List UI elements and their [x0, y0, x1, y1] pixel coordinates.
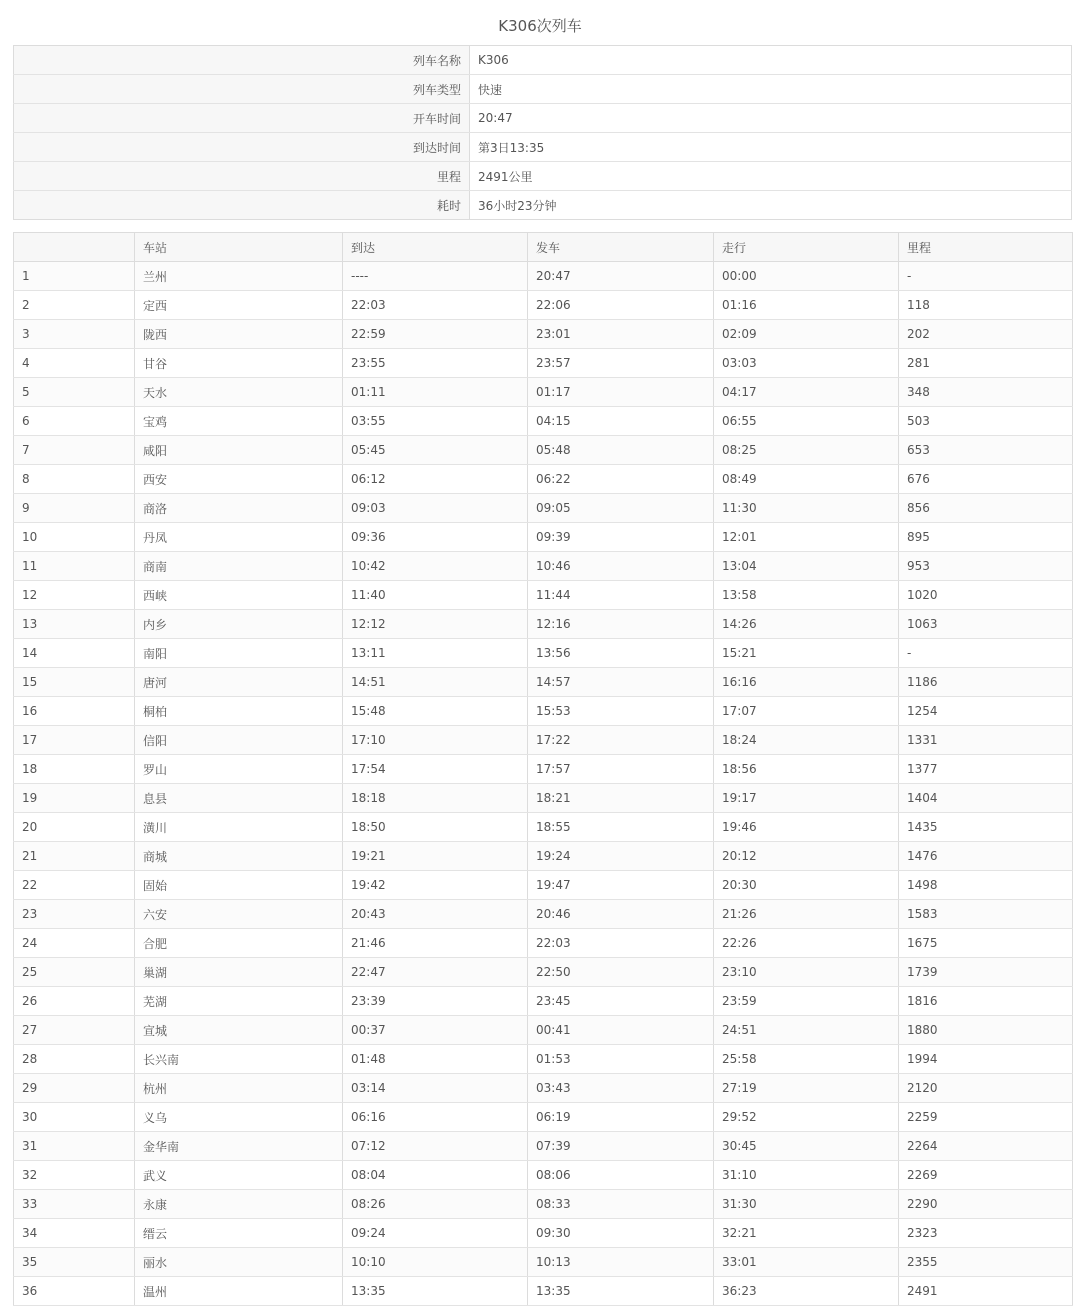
stop-index: 35: [14, 1248, 135, 1277]
stop-elapsed: 23:59: [714, 987, 899, 1016]
table-row: [14, 1103, 1073, 1132]
stops-table: [13, 232, 1073, 1306]
stop-station: 商城: [135, 842, 343, 871]
table-row: [14, 610, 1073, 639]
table-row: [14, 262, 1073, 291]
info-label: 列车类型: [14, 75, 470, 104]
stop-depart: 19:47: [528, 871, 714, 900]
table-row: [14, 958, 1073, 987]
stop-index: 29: [14, 1074, 135, 1103]
stop-index: 28: [14, 1045, 135, 1074]
stop-distance: 2264: [899, 1132, 1073, 1161]
stop-index: 22: [14, 871, 135, 900]
stop-elapsed: 11:30: [714, 494, 899, 523]
stop-index: 34: [14, 1219, 135, 1248]
stop-depart: 22:50: [528, 958, 714, 987]
stop-depart: 08:33: [528, 1190, 714, 1219]
info-value: 2491公里: [470, 162, 1072, 191]
stop-index: 26: [14, 987, 135, 1016]
info-label: 耗时: [14, 191, 470, 220]
stop-depart: 04:15: [528, 407, 714, 436]
stop-arrive: 08:04: [343, 1161, 528, 1190]
stop-elapsed: 22:26: [714, 929, 899, 958]
stop-arrive: 07:12: [343, 1132, 528, 1161]
stop-depart: 09:05: [528, 494, 714, 523]
stop-depart: 20:47: [528, 262, 714, 291]
stop-depart: 12:16: [528, 610, 714, 639]
stop-station: 永康: [135, 1190, 343, 1219]
stop-elapsed: 27:19: [714, 1074, 899, 1103]
stop-index: 4: [14, 349, 135, 378]
stop-station: 兰州: [135, 262, 343, 291]
info-label: 里程: [14, 162, 470, 191]
stop-depart: 03:43: [528, 1074, 714, 1103]
stop-arrive: 19:21: [343, 842, 528, 871]
table-row: [14, 1016, 1073, 1045]
col-distance-header: 里程: [899, 233, 1073, 262]
stop-index: 23: [14, 900, 135, 929]
table-row: [14, 813, 1073, 842]
stop-arrive: 08:26: [343, 1190, 528, 1219]
stop-depart: 05:48: [528, 436, 714, 465]
stop-distance: 1377: [899, 755, 1073, 784]
stop-distance: 2491: [899, 1277, 1073, 1306]
stop-index: 10: [14, 523, 135, 552]
stop-elapsed: 20:30: [714, 871, 899, 900]
stop-elapsed: 12:01: [714, 523, 899, 552]
stop-elapsed: 02:09: [714, 320, 899, 349]
stop-depart: 10:13: [528, 1248, 714, 1277]
stop-index: 25: [14, 958, 135, 987]
table-row: [14, 436, 1073, 465]
stop-index: 33: [14, 1190, 135, 1219]
stop-arrive: 23:39: [343, 987, 528, 1016]
stop-distance: 118: [899, 291, 1073, 320]
stop-depart: 09:39: [528, 523, 714, 552]
info-value: 快速: [470, 75, 1072, 104]
table-row: [14, 842, 1073, 871]
stop-distance: 856: [899, 494, 1073, 523]
col-station-header: 车站: [135, 233, 343, 262]
table-row: [14, 1045, 1073, 1074]
stop-arrive: 14:51: [343, 668, 528, 697]
table-row: [14, 1190, 1073, 1219]
stop-index: 17: [14, 726, 135, 755]
stop-elapsed: 17:07: [714, 697, 899, 726]
stop-arrive: 10:10: [343, 1248, 528, 1277]
stop-station: 商洛: [135, 494, 343, 523]
stop-depart: 00:41: [528, 1016, 714, 1045]
col-arrive-header: 到达: [343, 233, 528, 262]
table-row: [14, 639, 1073, 668]
stop-distance: 1739: [899, 958, 1073, 987]
stop-station: 丽水: [135, 1248, 343, 1277]
stop-depart: 22:06: [528, 291, 714, 320]
stop-station: 义乌: [135, 1103, 343, 1132]
stop-elapsed: 03:03: [714, 349, 899, 378]
table-row: [14, 871, 1073, 900]
stop-distance: 676: [899, 465, 1073, 494]
stop-distance: 1994: [899, 1045, 1073, 1074]
stop-arrive: 18:18: [343, 784, 528, 813]
stop-station: 潢川: [135, 813, 343, 842]
stop-elapsed: 08:25: [714, 436, 899, 465]
stop-elapsed: 31:30: [714, 1190, 899, 1219]
stop-elapsed: 20:12: [714, 842, 899, 871]
stop-arrive: 23:55: [343, 349, 528, 378]
stop-index: 15: [14, 668, 135, 697]
stop-distance: 1498: [899, 871, 1073, 900]
stop-arrive: 11:40: [343, 581, 528, 610]
table-row: [14, 987, 1073, 1016]
table-row: [14, 1161, 1073, 1190]
info-row: [14, 46, 1072, 75]
stop-station: 宝鸡: [135, 407, 343, 436]
stop-arrive: 01:11: [343, 378, 528, 407]
stop-elapsed: 15:21: [714, 639, 899, 668]
stop-depart: 10:46: [528, 552, 714, 581]
stop-arrive: 13:35: [343, 1277, 528, 1306]
stop-depart: 18:55: [528, 813, 714, 842]
stop-elapsed: 00:00: [714, 262, 899, 291]
stop-elapsed: 29:52: [714, 1103, 899, 1132]
stop-depart: 09:30: [528, 1219, 714, 1248]
stop-elapsed: 16:16: [714, 668, 899, 697]
stop-elapsed: 13:58: [714, 581, 899, 610]
stop-depart: 11:44: [528, 581, 714, 610]
stop-depart: 14:57: [528, 668, 714, 697]
stop-distance: 348: [899, 378, 1073, 407]
stop-distance: 503: [899, 407, 1073, 436]
stop-distance: 1435: [899, 813, 1073, 842]
stop-arrive: 12:12: [343, 610, 528, 639]
table-row: [14, 523, 1073, 552]
stop-elapsed: 36:23: [714, 1277, 899, 1306]
stop-index: 6: [14, 407, 135, 436]
col-depart-header: 发车: [528, 233, 714, 262]
stop-distance: 2290: [899, 1190, 1073, 1219]
stop-station: 桐柏: [135, 697, 343, 726]
table-row: [14, 581, 1073, 610]
table-row: [14, 755, 1073, 784]
stop-index: 14: [14, 639, 135, 668]
stop-elapsed: 19:46: [714, 813, 899, 842]
stop-distance: 1254: [899, 697, 1073, 726]
info-row: [14, 104, 1072, 133]
info-label: 到达时间: [14, 133, 470, 162]
stop-station: 罗山: [135, 755, 343, 784]
stop-index: 5: [14, 378, 135, 407]
stop-elapsed: 19:17: [714, 784, 899, 813]
stop-depart: 17:57: [528, 755, 714, 784]
stop-arrive: 19:42: [343, 871, 528, 900]
train-info-table: [13, 45, 1072, 220]
info-value: K306: [470, 46, 1072, 75]
table-row: [14, 697, 1073, 726]
table-row: [14, 1074, 1073, 1103]
col-elapsed-header: 走行: [714, 233, 899, 262]
stop-elapsed: 04:17: [714, 378, 899, 407]
table-row: [14, 1219, 1073, 1248]
stop-depart: 23:45: [528, 987, 714, 1016]
stop-elapsed: 01:16: [714, 291, 899, 320]
stop-depart: 17:22: [528, 726, 714, 755]
stop-station: 信阳: [135, 726, 343, 755]
table-row: [14, 349, 1073, 378]
table-row: [14, 929, 1073, 958]
table-row: [14, 465, 1073, 494]
stop-distance: 281: [899, 349, 1073, 378]
stop-elapsed: 18:24: [714, 726, 899, 755]
info-value: 20:47: [470, 104, 1072, 133]
stop-index: 12: [14, 581, 135, 610]
stop-station: 唐河: [135, 668, 343, 697]
stop-elapsed: 32:21: [714, 1219, 899, 1248]
stop-distance: 2120: [899, 1074, 1073, 1103]
stop-station: 杭州: [135, 1074, 343, 1103]
stop-index: 30: [14, 1103, 135, 1132]
stop-station: 内乡: [135, 610, 343, 639]
info-label: 列车名称: [14, 46, 470, 75]
stop-elapsed: 30:45: [714, 1132, 899, 1161]
stop-station: 天水: [135, 378, 343, 407]
stop-distance: 2355: [899, 1248, 1073, 1277]
stop-arrive: 17:54: [343, 755, 528, 784]
col-index-header: [14, 233, 135, 262]
stop-station: 息县: [135, 784, 343, 813]
stop-station: 商南: [135, 552, 343, 581]
stop-index: 20: [14, 813, 135, 842]
stop-depart: 06:22: [528, 465, 714, 494]
stop-index: 7: [14, 436, 135, 465]
stop-arrive: 05:45: [343, 436, 528, 465]
stop-depart: 18:21: [528, 784, 714, 813]
stop-station: 芜湖: [135, 987, 343, 1016]
stop-distance: 2259: [899, 1103, 1073, 1132]
stop-station: 温州: [135, 1277, 343, 1306]
table-row: [14, 668, 1073, 697]
stop-index: 32: [14, 1161, 135, 1190]
stop-distance: 202: [899, 320, 1073, 349]
stop-depart: 08:06: [528, 1161, 714, 1190]
stop-distance: 1186: [899, 668, 1073, 697]
table-row: [14, 320, 1073, 349]
stop-distance: 2323: [899, 1219, 1073, 1248]
table-row: [14, 784, 1073, 813]
stop-depart: 15:53: [528, 697, 714, 726]
stop-depart: 01:17: [528, 378, 714, 407]
stop-arrive: 17:10: [343, 726, 528, 755]
stop-station: 咸阳: [135, 436, 343, 465]
stop-station: 丹凤: [135, 523, 343, 552]
stop-depart: 22:03: [528, 929, 714, 958]
stop-elapsed: 25:58: [714, 1045, 899, 1074]
stop-elapsed: 33:01: [714, 1248, 899, 1277]
info-label: 开车时间: [14, 104, 470, 133]
stop-distance: 953: [899, 552, 1073, 581]
stop-arrive: 22:59: [343, 320, 528, 349]
stop-elapsed: 14:26: [714, 610, 899, 639]
stop-station: 南阳: [135, 639, 343, 668]
stop-station: 缙云: [135, 1219, 343, 1248]
stop-station: 宣城: [135, 1016, 343, 1045]
stop-distance: 1331: [899, 726, 1073, 755]
stop-index: 3: [14, 320, 135, 349]
table-row: [14, 1248, 1073, 1277]
stop-distance: 1816: [899, 987, 1073, 1016]
stop-station: 武义: [135, 1161, 343, 1190]
table-row: [14, 726, 1073, 755]
stop-index: 21: [14, 842, 135, 871]
stop-station: 西峡: [135, 581, 343, 610]
stop-distance: 1020: [899, 581, 1073, 610]
stop-station: 巢湖: [135, 958, 343, 987]
stop-index: 27: [14, 1016, 135, 1045]
info-row: [14, 75, 1072, 104]
table-row: [14, 1277, 1073, 1306]
table-row: [14, 291, 1073, 320]
stop-depart: 07:39: [528, 1132, 714, 1161]
stops-body: [14, 262, 1073, 1306]
stop-distance: 1404: [899, 784, 1073, 813]
stop-arrive: 03:14: [343, 1074, 528, 1103]
stop-distance: 1476: [899, 842, 1073, 871]
stop-station: 长兴南: [135, 1045, 343, 1074]
table-row: [14, 494, 1073, 523]
stop-depart: 23:01: [528, 320, 714, 349]
stop-elapsed: 08:49: [714, 465, 899, 494]
stop-arrive: ----: [343, 262, 528, 291]
stop-arrive: 15:48: [343, 697, 528, 726]
stop-arrive: 09:24: [343, 1219, 528, 1248]
info-value: 36小时23分钟: [478, 198, 557, 213]
stop-station: 固始: [135, 871, 343, 900]
table-row: [14, 1132, 1073, 1161]
info-row: [14, 191, 1072, 220]
stop-arrive: 00:37: [343, 1016, 528, 1045]
stop-arrive: 09:03: [343, 494, 528, 523]
table-row: [14, 552, 1073, 581]
table-row: [14, 407, 1073, 436]
stop-index: 31: [14, 1132, 135, 1161]
stop-index: 9: [14, 494, 135, 523]
stop-elapsed: 21:26: [714, 900, 899, 929]
stop-distance: 1675: [899, 929, 1073, 958]
page-title: K306次列车: [498, 17, 582, 35]
stop-distance: -: [899, 639, 1073, 668]
stop-station: 合肥: [135, 929, 343, 958]
table-row: [14, 378, 1073, 407]
stop-index: 8: [14, 465, 135, 494]
stop-index: 11: [14, 552, 135, 581]
stop-arrive: 10:42: [343, 552, 528, 581]
stop-elapsed: 31:10: [714, 1161, 899, 1190]
stop-depart: 13:35: [528, 1277, 714, 1306]
stop-distance: 895: [899, 523, 1073, 552]
table-row: [14, 900, 1073, 929]
stop-distance: 1583: [899, 900, 1073, 929]
stop-station: 定西: [135, 291, 343, 320]
stop-arrive: 06:12: [343, 465, 528, 494]
stop-index: 19: [14, 784, 135, 813]
stop-elapsed: 13:04: [714, 552, 899, 581]
stops-header-row: [14, 233, 1073, 262]
stop-arrive: 13:11: [343, 639, 528, 668]
stop-station: 金华南: [135, 1132, 343, 1161]
stop-index: 36: [14, 1277, 135, 1306]
stop-index: 1: [14, 262, 135, 291]
stop-index: 16: [14, 697, 135, 726]
stop-distance: 1063: [899, 610, 1073, 639]
stop-depart: 19:24: [528, 842, 714, 871]
info-value: 第3日13:35: [470, 133, 1072, 162]
stop-distance: 2269: [899, 1161, 1073, 1190]
info-row: [14, 133, 1072, 162]
stop-station: 六安: [135, 900, 343, 929]
stop-elapsed: 06:55: [714, 407, 899, 436]
stop-distance: 653: [899, 436, 1073, 465]
stop-arrive: 22:47: [343, 958, 528, 987]
stop-arrive: 09:36: [343, 523, 528, 552]
stop-elapsed: 24:51: [714, 1016, 899, 1045]
stop-arrive: 01:48: [343, 1045, 528, 1074]
stop-arrive: 22:03: [343, 291, 528, 320]
stop-arrive: 21:46: [343, 929, 528, 958]
stop-depart: 06:19: [528, 1103, 714, 1132]
stop-index: 18: [14, 755, 135, 784]
stop-station: 陇西: [135, 320, 343, 349]
stop-depart: 01:53: [528, 1045, 714, 1074]
stop-elapsed: 18:56: [714, 755, 899, 784]
stop-distance: -: [899, 262, 1073, 291]
stop-distance: 1880: [899, 1016, 1073, 1045]
train-info-body: [14, 46, 1072, 220]
stop-arrive: 18:50: [343, 813, 528, 842]
stop-arrive: 03:55: [343, 407, 528, 436]
stop-depart: 23:57: [528, 349, 714, 378]
stop-depart: 20:46: [528, 900, 714, 929]
stop-station: 西安: [135, 465, 343, 494]
stop-index: 2: [14, 291, 135, 320]
info-row: [14, 162, 1072, 191]
stop-arrive: 20:43: [343, 900, 528, 929]
stop-depart: 13:56: [528, 639, 714, 668]
stop-elapsed: 23:10: [714, 958, 899, 987]
stop-index: 24: [14, 929, 135, 958]
stop-index: 13: [14, 610, 135, 639]
stop-station: 甘谷: [135, 349, 343, 378]
stop-arrive: 06:16: [343, 1103, 528, 1132]
